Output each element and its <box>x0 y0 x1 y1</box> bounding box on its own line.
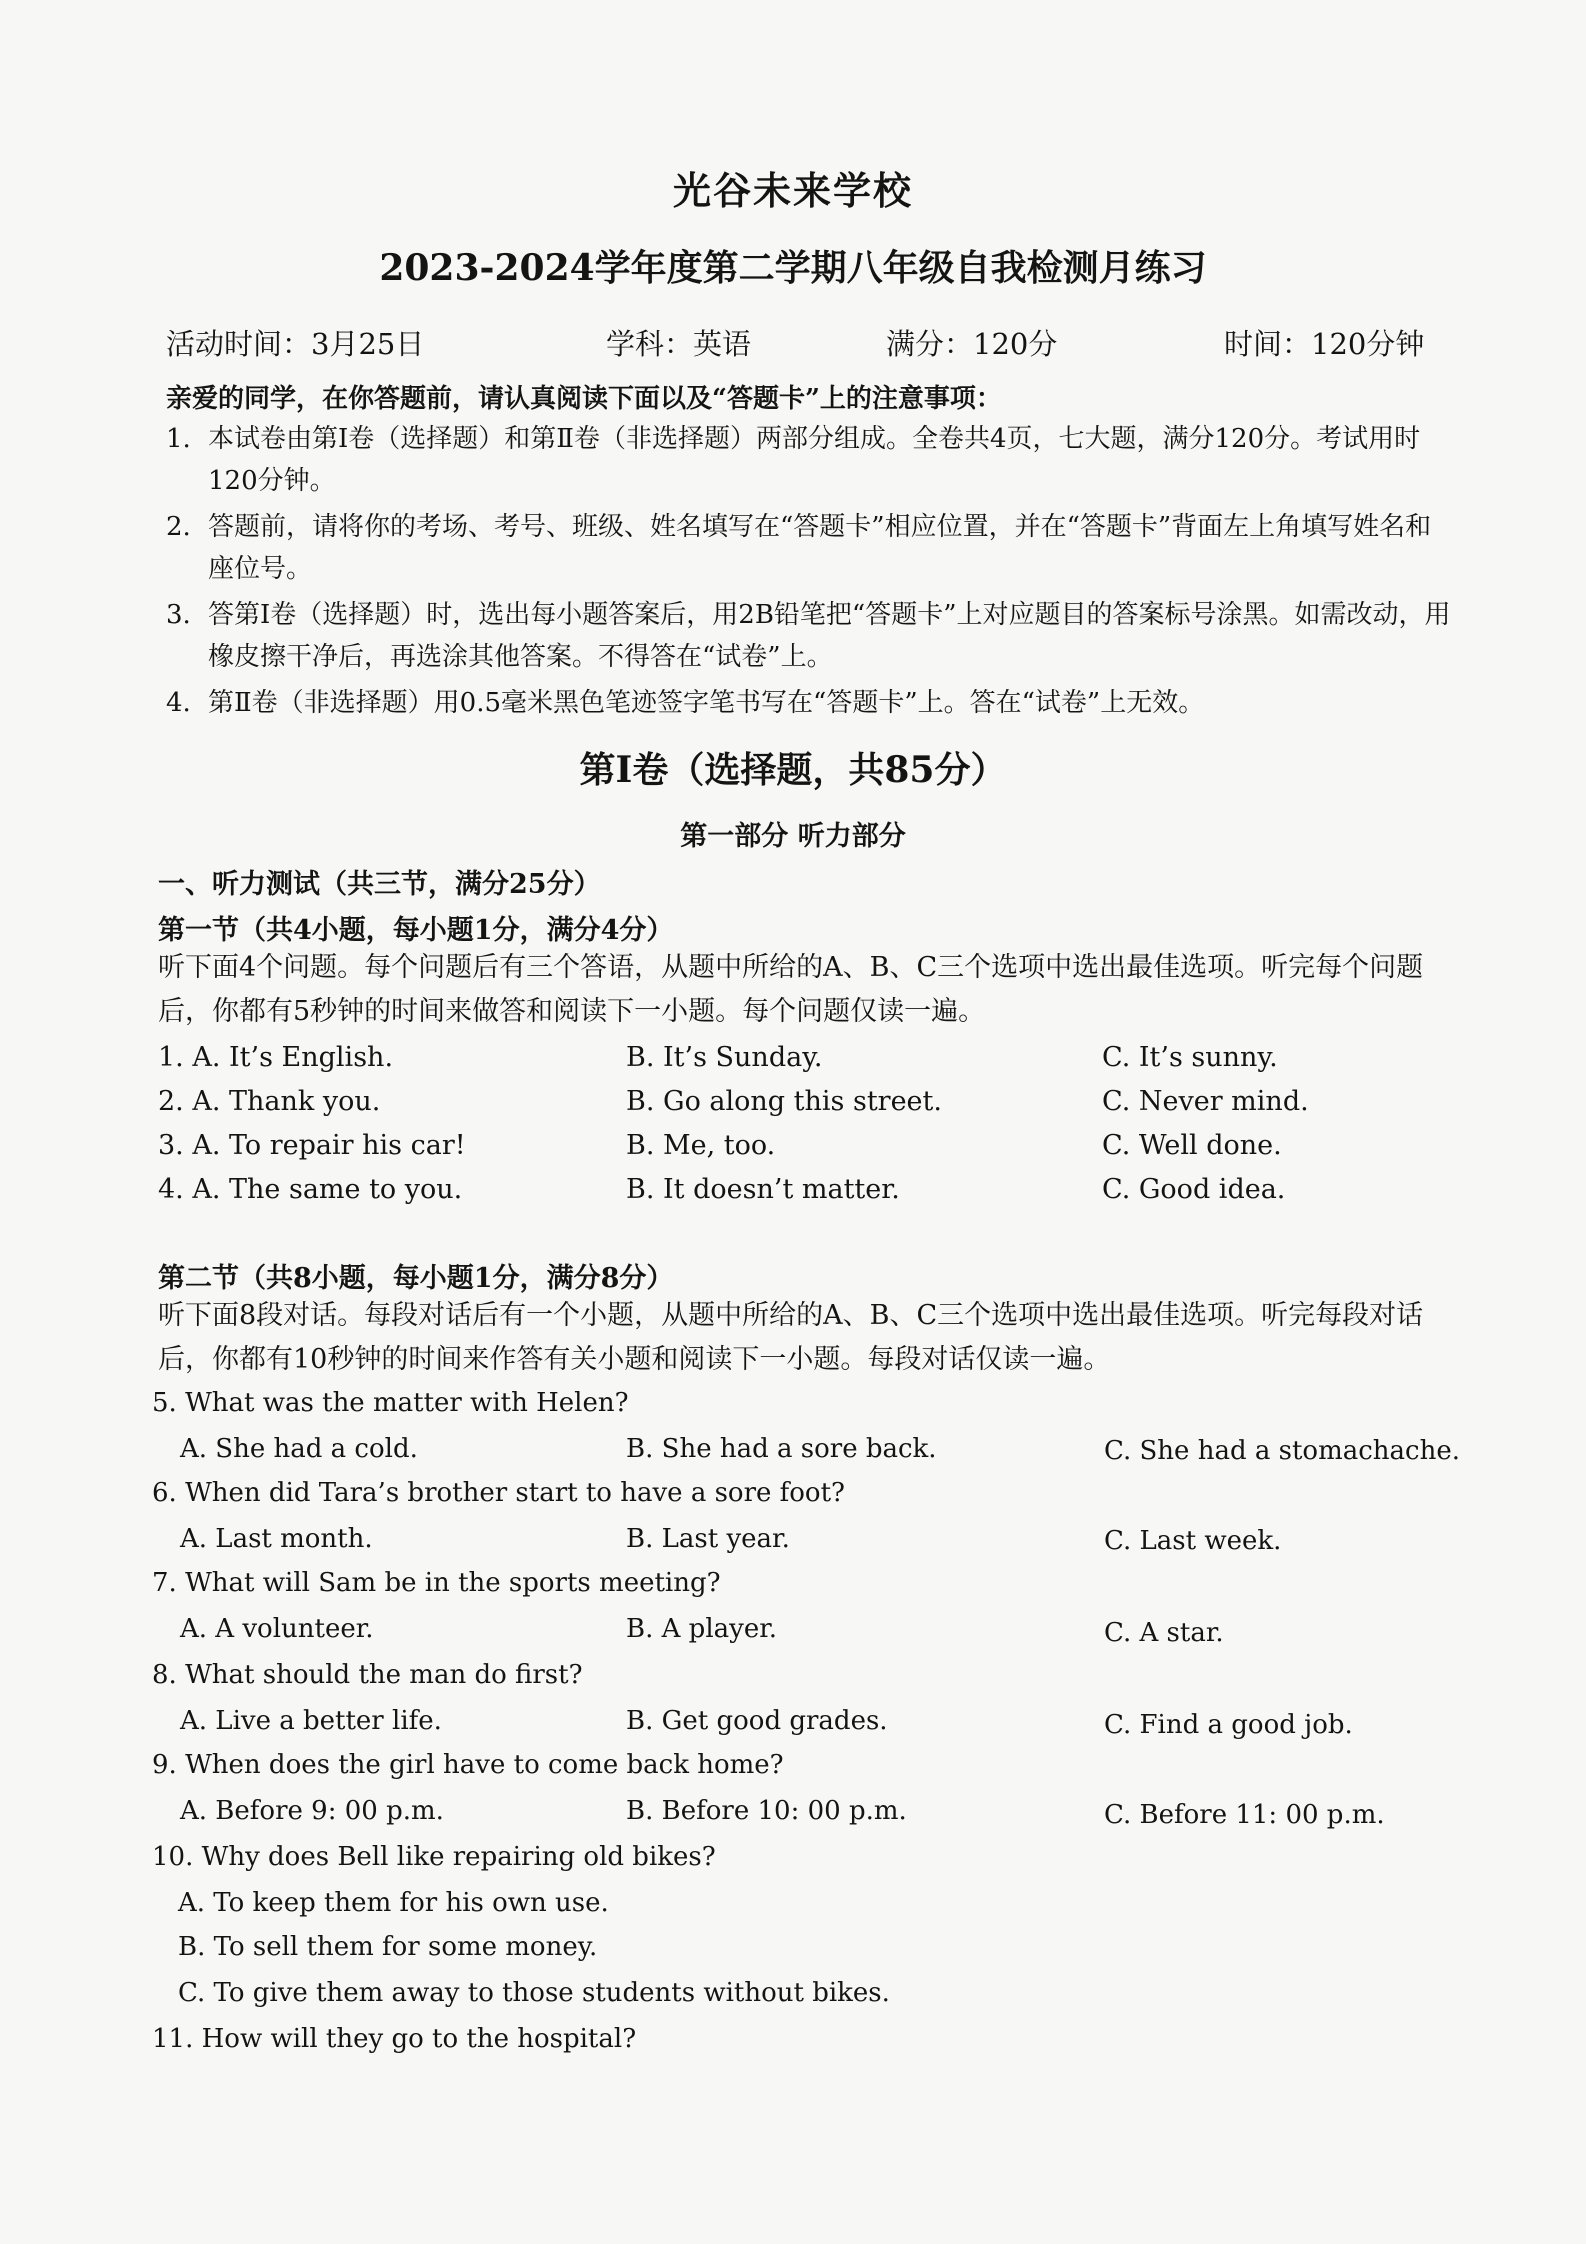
instruction-item <box>166 418 1456 502</box>
exam-subject: 学科：英语 <box>606 327 752 361</box>
question-row <box>158 1130 1458 1170</box>
option-c: C. To give them away to those students without bikes. <box>178 1978 890 2008</box>
option-a: A. Last month. <box>180 1524 373 1554</box>
option-c: C. Never mind. <box>1102 1086 1309 1117</box>
question-stem: 8. What should the man do first? <box>152 1660 583 1690</box>
option-a: A. A volunteer. <box>180 1614 374 1644</box>
instruction-text: 答第Ⅰ卷（选择题）时，选出每小题答案后，用2B铅笔把“答题卡”上对应题目的答案标号涂黑。如需改动，用橡皮擦干净后，再选涂其他答案。不得答在“试卷”上。 <box>208 600 1451 672</box>
question-row <box>158 1042 1458 1082</box>
question-stem: 10. Why does Bell like repairing old bikes? <box>152 1842 716 1872</box>
option-c: C. Last week. <box>1104 1526 1282 1556</box>
section2-heading: 第二节（共8小题，每小题1分，满分8分） <box>158 1263 674 1294</box>
option-b: B. Me, too. <box>626 1130 776 1161</box>
question-row <box>158 1086 1458 1126</box>
option-b: B. It’s Sunday. <box>626 1042 823 1073</box>
exam-duration: 时间：120分钟 <box>1224 327 1425 361</box>
option-c: C. It’s sunny. <box>1102 1042 1278 1073</box>
option-b: B. It doesn’t matter. <box>626 1174 900 1205</box>
option-b: B. To sell them for some money. <box>178 1932 598 1962</box>
option-a: A. Before 9: 00 p.m. <box>180 1796 444 1826</box>
option-b: B. Last year. <box>626 1524 790 1554</box>
option-a: 2. A. Thank you. <box>158 1086 381 1117</box>
exam-title: 2023-2024学年度第二学期八年级自我检测月练习 <box>379 247 1207 289</box>
option-c: C. Before 11: 00 p.m. <box>1104 1800 1385 1830</box>
exam-info-row <box>166 322 1456 362</box>
option-c: C. Well done. <box>1102 1130 1282 1161</box>
option-b: B. Get good grades. <box>626 1706 888 1736</box>
instruction-text: 本试卷由第Ⅰ卷（选择题）和第Ⅱ卷（非选择题）两部分组成。全卷共4页，七大题，满分120分。考试用时120分钟。 <box>208 424 1421 496</box>
section2-directions: 听下面8段对话。每段对话后有一个小题，从题中所给的A、B、C三个选项中选出最佳选项。听完每段对话后，你都有10秒钟的时间来作答有关小题和阅读下一小题。每段对话仅读一遍。 <box>158 1300 1424 1375</box>
option-a: 4. A. The same to you. <box>158 1174 463 1205</box>
part-title: 第一部分 听力部分 <box>680 821 906 852</box>
question-stem: 9. When does the girl have to come back home? <box>152 1750 784 1780</box>
option-a: A. To keep them for his own use. <box>178 1888 609 1918</box>
instruction-number: 3. <box>166 600 191 630</box>
option-b: B. Before 10: 00 p.m. <box>626 1796 907 1826</box>
section1-heading: 第一节（共4小题，每小题1分，满分4分） <box>158 915 674 946</box>
question-stem: 7. What will Sam be in the sports meeting? <box>152 1568 721 1598</box>
option-b: B. She had a sore back. <box>626 1434 937 1464</box>
option-c: C. Good idea. <box>1102 1174 1286 1205</box>
option-a: A. She had a cold. <box>180 1434 418 1464</box>
question-stem: 6. When did Tara’s brother start to have a sore foot? <box>152 1478 845 1508</box>
option-b: B. A player. <box>626 1614 778 1644</box>
listening-heading: 一、听力测试（共三节，满分25分） <box>158 869 601 900</box>
instruction-number: 2. <box>166 512 191 542</box>
option-c: C. A star. <box>1104 1618 1224 1648</box>
option-a: 3. A. To repair his car! <box>158 1130 466 1161</box>
question-row <box>158 1174 1458 1214</box>
question-stem: 5. What was the matter with Helen? <box>152 1388 629 1418</box>
instruction-item <box>166 506 1456 590</box>
volume-title: 第Ⅰ卷（选择题，共85分） <box>579 749 1007 791</box>
instruction-item <box>166 594 1456 678</box>
option-a: 1. A. It’s English. <box>158 1042 394 1073</box>
exam-full-score: 满分：120分 <box>886 327 1058 361</box>
instruction-item <box>166 682 1456 724</box>
instruction-number: 1. <box>166 424 191 454</box>
instructions-list <box>166 418 1456 728</box>
option-c: C. Find a good job. <box>1104 1710 1353 1740</box>
option-b: B. Go along this street. <box>626 1086 942 1117</box>
instruction-text: 答题前，请将你的考场、考号、班级、姓名填写在“答题卡”相应位置，并在“答题卡”背面左上角填写姓名和座位号。 <box>208 512 1432 584</box>
question-stem: 11. How will they go to the hospital? <box>152 2024 637 2054</box>
section1-directions: 听下面4个问题。每个问题后有三个答语，从题中所给的A、B、C三个选项中选出最佳选项。听完每个问题后，你都有5秒钟的时间来做答和阅读下一小题。每个问题仅读一遍。 <box>158 952 1424 1027</box>
instruction-text: 第Ⅱ卷（非选择题）用0.5毫米黑色笔迹签字笔书写在“答题卡”上。答在“试卷”上无效。 <box>208 688 1205 718</box>
school-name: 光谷未来学校 <box>672 168 913 213</box>
instructions-intro: 亲爱的同学，在你答题前，请认真阅读下面以及“答题卡”上的注意事项： <box>166 384 1002 414</box>
option-c: C. She had a stomachache. <box>1104 1436 1460 1466</box>
exam-date: 活动时间：3月25日 <box>166 327 425 361</box>
instruction-number: 4. <box>166 688 191 718</box>
option-a: A. Live a better life. <box>180 1706 442 1736</box>
